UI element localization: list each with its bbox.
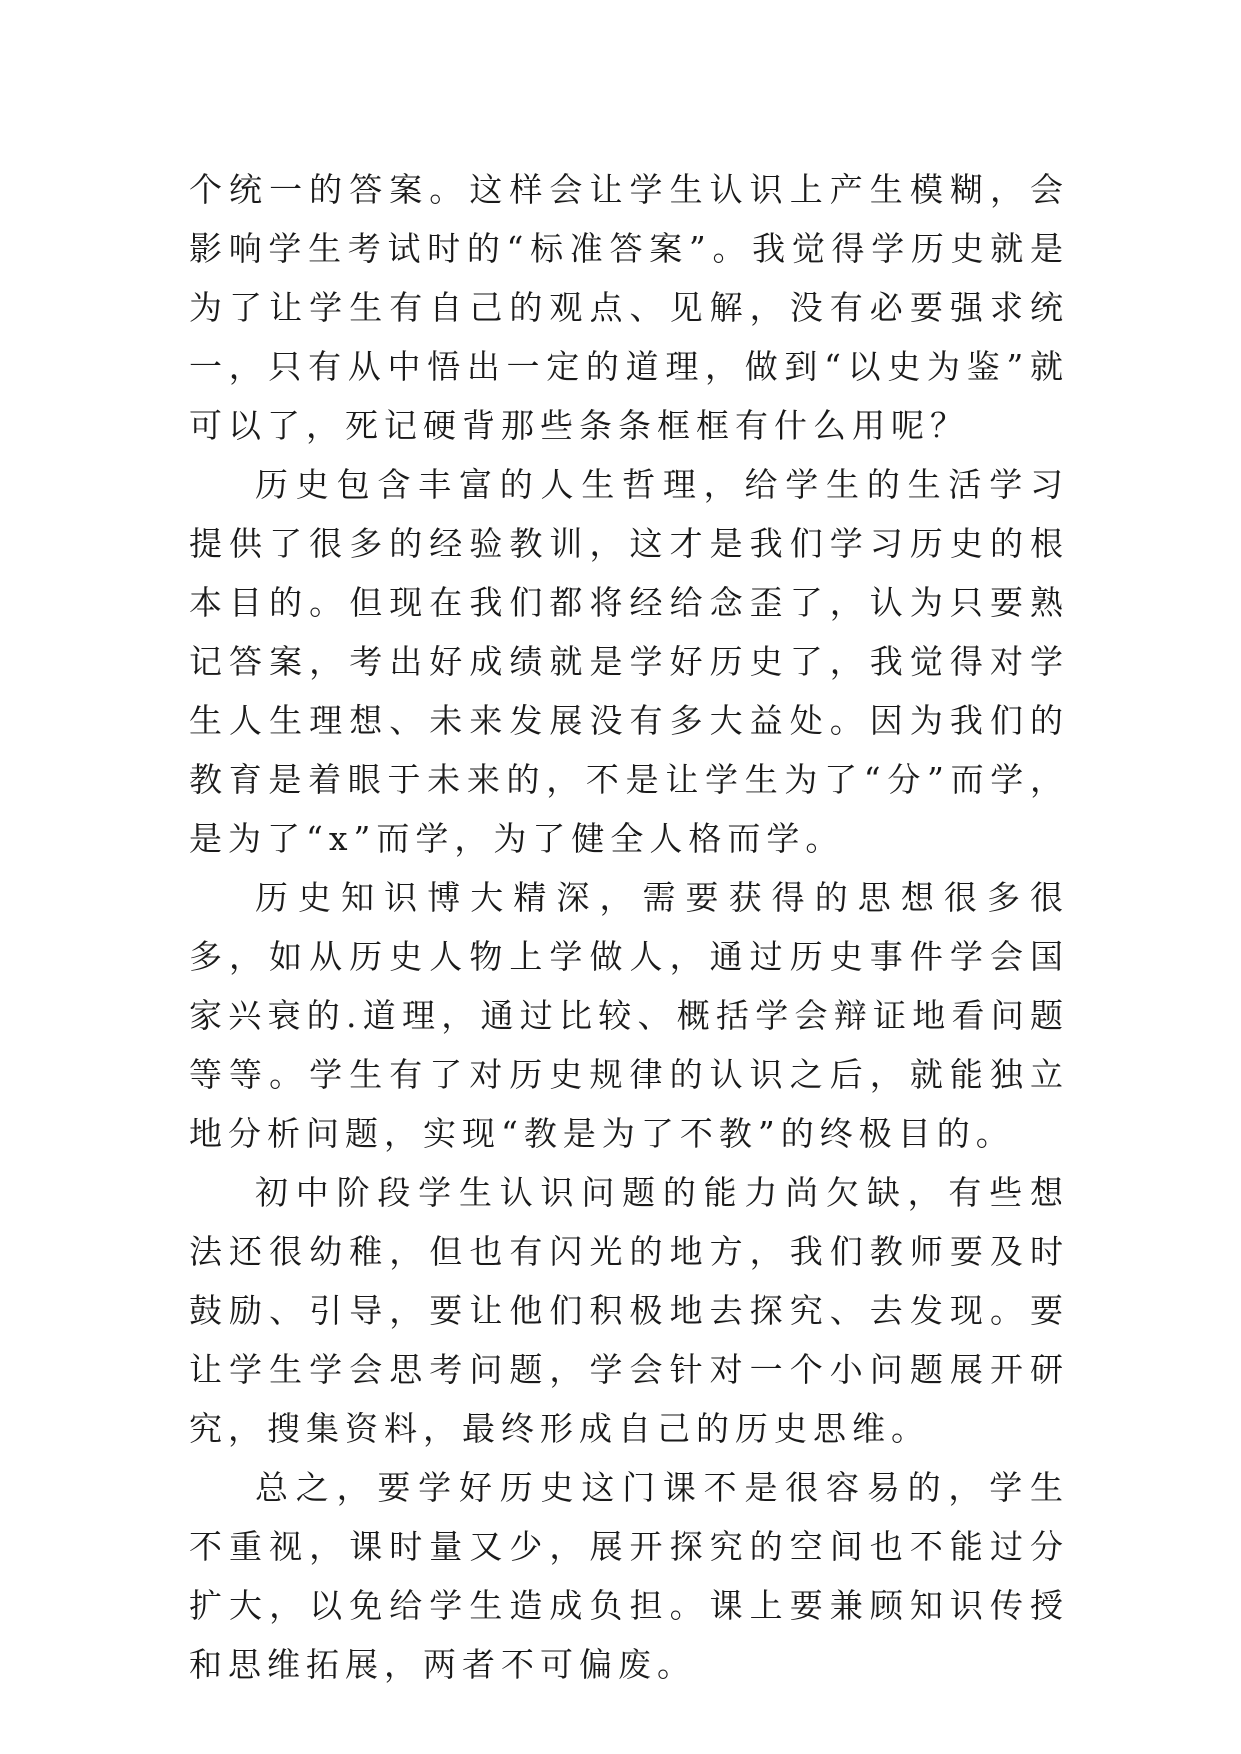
paragraph-4: 初中阶段学生认识问题的能力尚欠缺，有些想法还很幼稚，但也有闪光的地方，我们教师要及时鼓励、引导，要让他们积极地去探究、去发现。要让学生学会思考问题，学会针对一个小问题展开研究，搜集资料，最终形成自己的历史思维。 <box>189 1173 1069 1448</box>
paragraph-1: 个统一的答案。这样会让学生认识上产生模糊，会影响学生考试时的“标准答案”。我觉得学历史就是为了让学生有自己的观点、见解，没有必要强求统一，只有从中悟出一定的道理，做到“以史为鉴”就可以了，死记硬背那些条条框框有什么用呢？ <box>189 170 1069 445</box>
document-body <box>189 160 1069 1694</box>
paragraph-2: 历史包含丰富的人生哲理，给学生的生活学习提供了很多的经验教训，这才是我们学习历史的根本目的。但现在我们都将经给念歪了，认为只要熟记答案，考出好成绩就是学好历史了，我觉得对学生人生理想、未来发展没有多大益处。因为我们的教育是着眼于未来的，不是让学生为了“分”而学，是为了“x”而学，为了健全人格而学。 <box>189 465 1069 858</box>
paragraph-5: 总之，要学好历史这门课不是很容易的，学生不重视，课时量又少，展开探究的空间也不能过分扩大，以免给学生造成负担。课上要兼顾知识传授和思维拓展，两者不可偏废。 <box>189 1468 1069 1684</box>
paragraph-3: 历史知识博大精深，需要获得的思想很多很多，如从历史人物上学做人，通过历史事件学会国家兴衰的.道理，通过比较、概括学会辩证地看问题等等。学生有了对历史规律的认识之后，就能独立地分析问题，实现“教是为了不教”的终极目的。 <box>189 878 1069 1153</box>
